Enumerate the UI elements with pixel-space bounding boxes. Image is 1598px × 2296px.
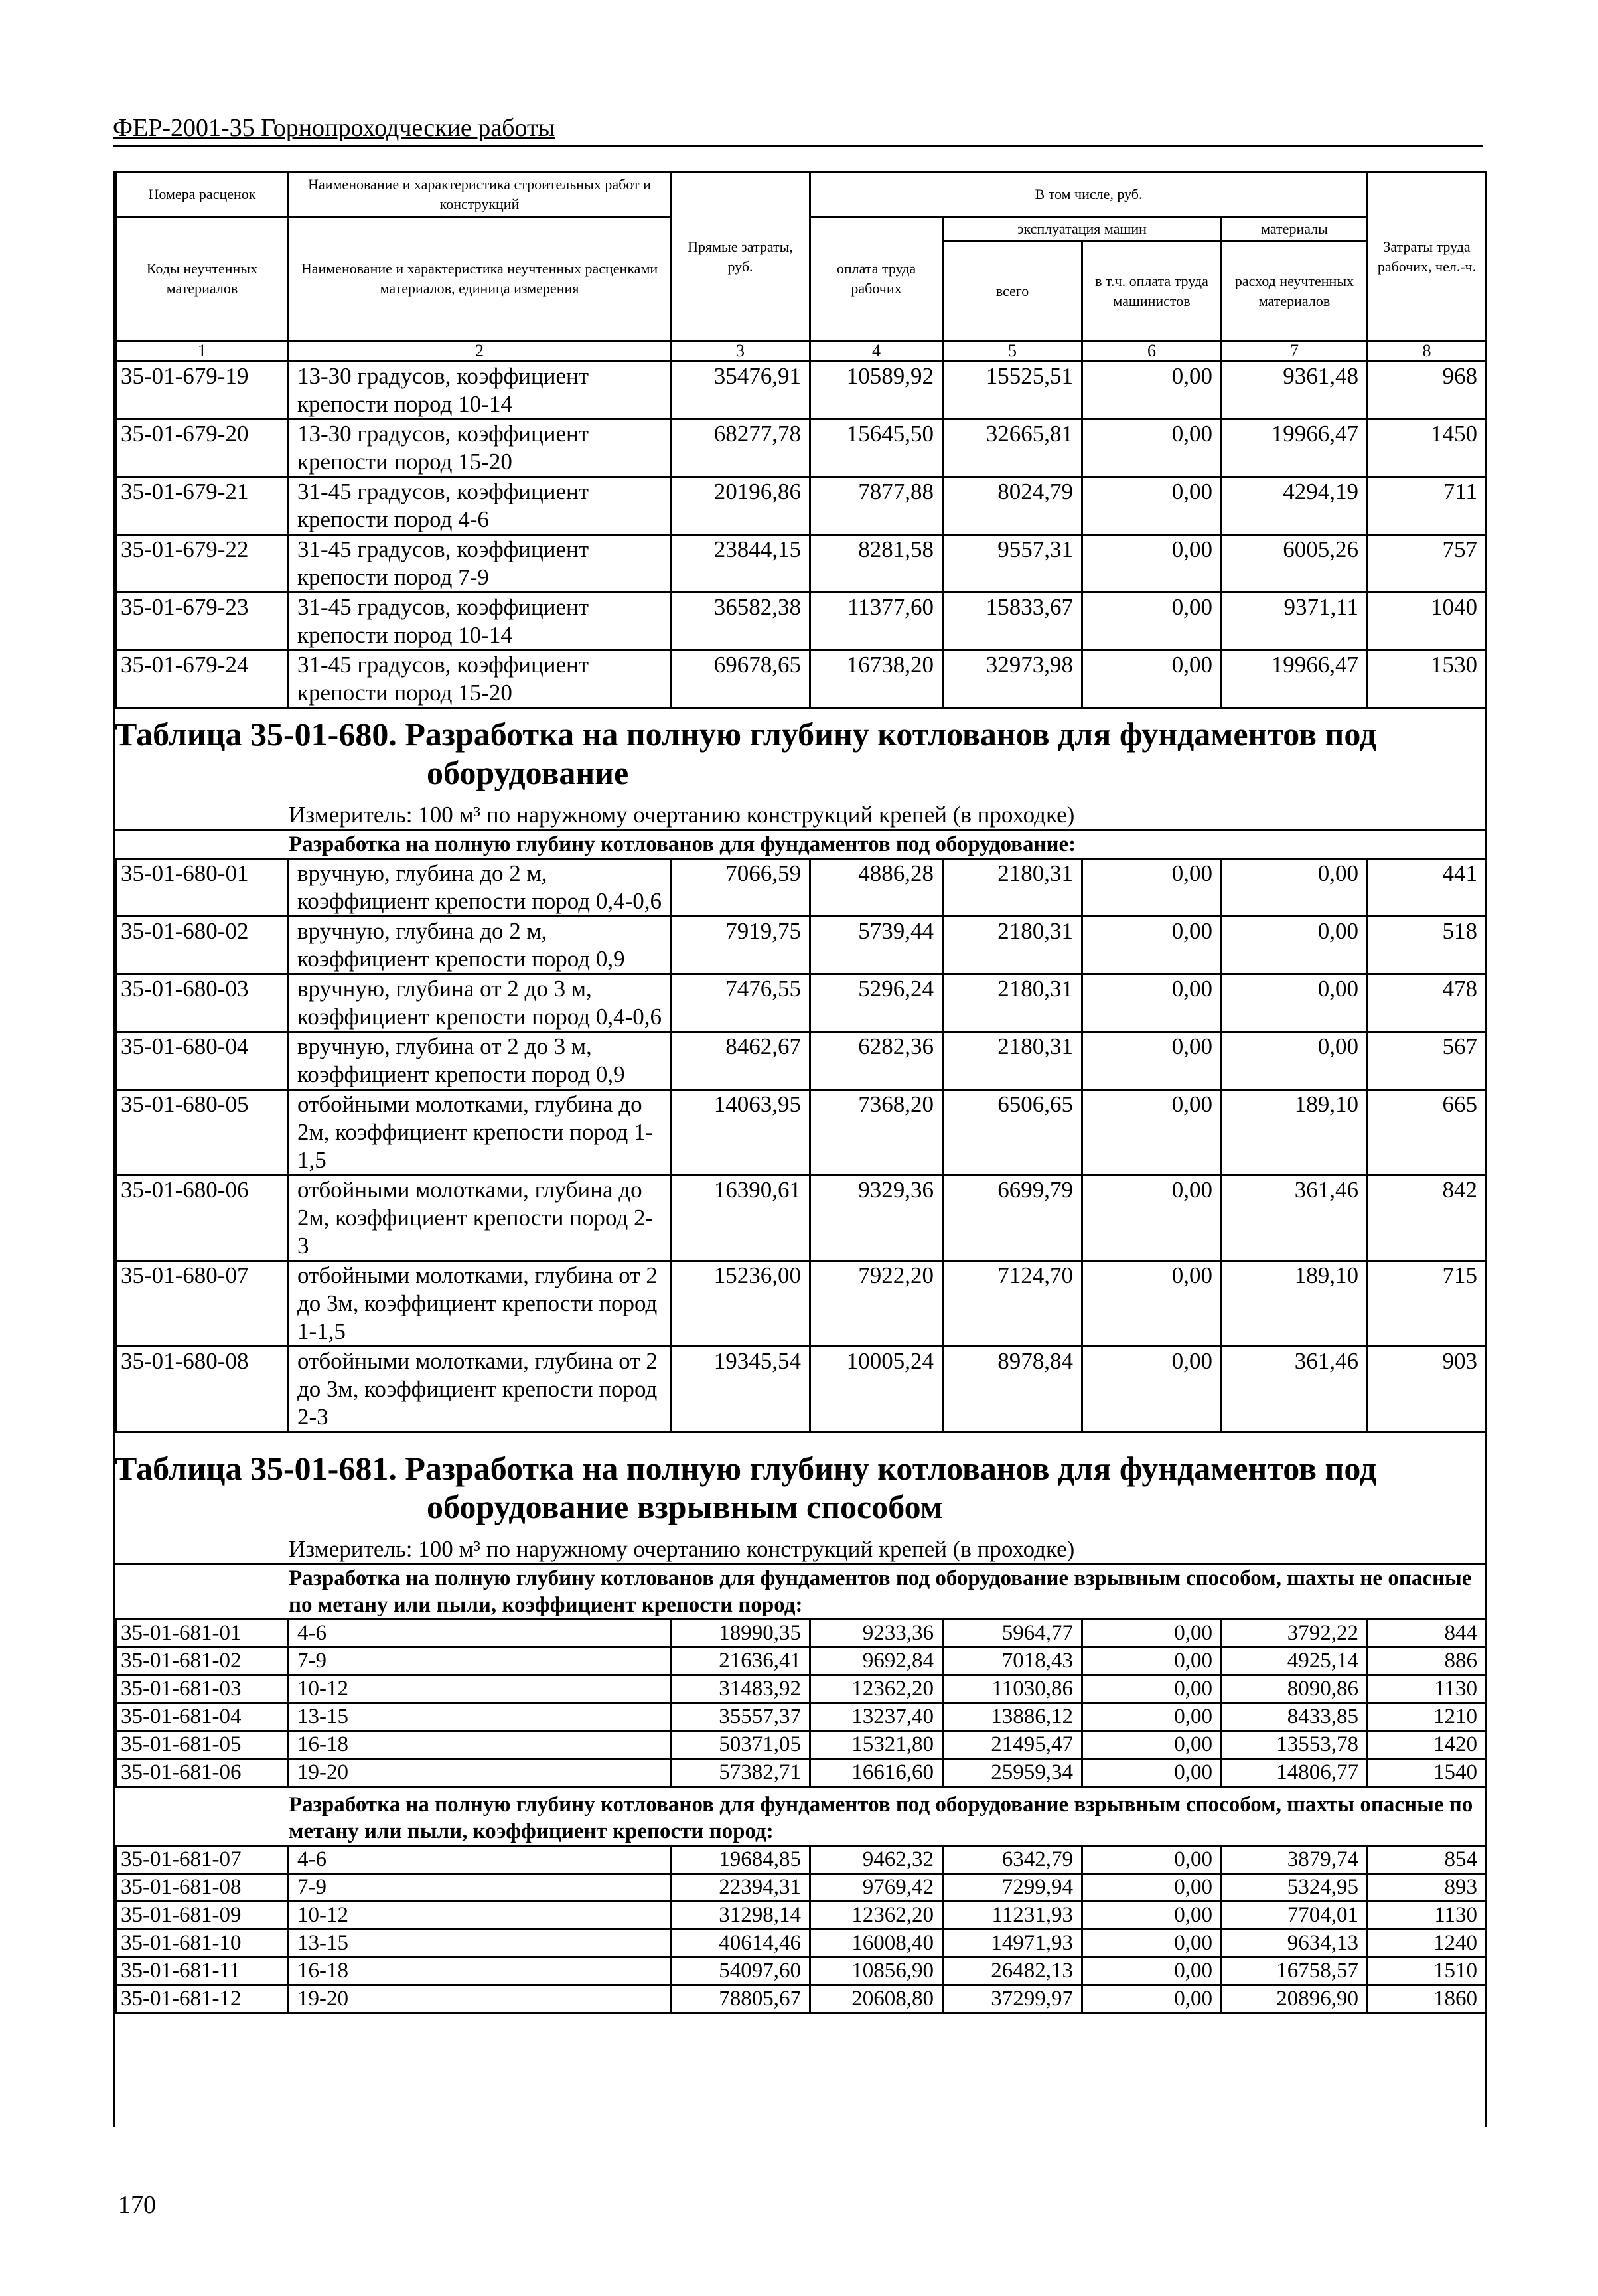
- direct-costs-cell: 54097,60: [671, 1957, 810, 1985]
- direct-costs-cell: 35476,91: [671, 362, 810, 420]
- rate-code: 35-01-681-03: [116, 1675, 289, 1703]
- worker-wages-cell: 8281,58: [810, 535, 943, 593]
- materials-cost-cell: 9634,13: [1222, 1930, 1368, 1957]
- direct-costs-cell: 31298,14: [671, 1902, 810, 1930]
- col-codes-header: Номера расценок: [116, 173, 289, 217]
- table-681-title: Таблица 35-01-681. Разработка на полную глубину котлованов для фундаментов под оборудование взрывным способом: [115, 1450, 1377, 1525]
- worker-wages-cell: 12362,20: [810, 1675, 943, 1703]
- machines-total-cell: 11231,93: [943, 1902, 1082, 1930]
- table-row: [116, 1675, 1487, 1703]
- work-description: 13-30 градусов, коэффициент крепости пород 15-20: [289, 420, 671, 477]
- rate-code: 35-01-680-07: [116, 1261, 289, 1347]
- worker-wages-cell: 10005,24: [810, 1347, 943, 1432]
- labor-hours-cell: 757: [1368, 535, 1487, 593]
- machines-total-cell: 13886,12: [943, 1703, 1082, 1731]
- direct-costs-cell: 7919,75: [671, 917, 810, 974]
- work-description: вручную, глубина до 2 м, коэффициент крепости пород 0,4-0,6: [289, 859, 671, 917]
- table-row: [116, 1032, 1487, 1090]
- operator-wages-cell: 0,00: [1082, 1261, 1222, 1347]
- machines-total-cell: 21495,47: [943, 1731, 1082, 1759]
- operator-wages-cell: 0,00: [1082, 1347, 1222, 1432]
- direct-costs-cell: 57382,71: [671, 1759, 810, 1787]
- worker-wages-cell: 4886,28: [810, 859, 943, 917]
- rate-code: 35-01-679-19: [116, 362, 289, 420]
- labor-hours-cell: 903: [1368, 1347, 1487, 1432]
- rate-code: 35-01-680-02: [116, 917, 289, 974]
- operator-wages-cell: 0,00: [1082, 1731, 1222, 1759]
- direct-costs-cell: 19684,85: [671, 1846, 810, 1874]
- col-number: 4: [810, 341, 943, 362]
- table-row: [116, 477, 1487, 535]
- direct-costs-cell: 18990,35: [671, 1620, 810, 1647]
- table-681-subheading-1: Разработка на полную глубину котлованов для фундаментов под оборудование взрывным способом, шахты не опасные по метану или пыли, коэффициент крепости пород:: [115, 1563, 1485, 1620]
- work-description: 19-20: [289, 1759, 671, 1787]
- worker-wages-cell: 16738,20: [810, 651, 943, 708]
- labor-hours-cell: 518: [1368, 917, 1487, 974]
- labor-hours-cell: 441: [1368, 859, 1487, 917]
- table-row: [116, 1703, 1487, 1731]
- direct-costs-cell: 31483,92: [671, 1675, 810, 1703]
- machines-total-cell: 11030,86: [943, 1675, 1082, 1703]
- col-number: 7: [1222, 341, 1368, 362]
- machines-total-cell: 8024,79: [943, 477, 1082, 535]
- direct-costs-cell: 14063,95: [671, 1090, 810, 1176]
- operator-wages-cell: 0,00: [1082, 1647, 1222, 1675]
- machines-total-cell: 26482,13: [943, 1957, 1082, 1985]
- labor-hours-cell: 1130: [1368, 1902, 1487, 1930]
- worker-wages-cell: 15645,50: [810, 420, 943, 477]
- rate-code: 35-01-681-10: [116, 1930, 289, 1957]
- worker-wages-cell: 20608,80: [810, 1985, 943, 2013]
- worker-wages-cell: 7877,88: [810, 477, 943, 535]
- table-row: [116, 1957, 1487, 1985]
- table-681-subheading-2: Разработка на полную глубину котлованов для фундаментов под оборудование взрывным способом, шахты опасные по метану или пыли, коэффициент крепости пород:: [115, 1788, 1485, 1847]
- operator-wages-cell: 0,00: [1082, 1759, 1222, 1787]
- worker-wages-cell: 7368,20: [810, 1090, 943, 1176]
- rate-code: 35-01-680-05: [116, 1090, 289, 1176]
- table-680-heading: [115, 707, 1485, 831]
- table-row: [116, 1176, 1487, 1261]
- column-header-table: [115, 171, 1487, 362]
- labor-hours-cell: 1210: [1368, 1703, 1487, 1731]
- rate-code: 35-01-679-21: [116, 477, 289, 535]
- col-unaccounted-materials-header: расход неучтенных материалов: [1222, 242, 1368, 341]
- machines-total-cell: 7018,43: [943, 1647, 1082, 1675]
- work-description: отбойными молотками, глубина от 2 до 3м, коэффициент крепости пород 2-3: [289, 1347, 671, 1432]
- operator-wages-cell: 0,00: [1082, 1675, 1222, 1703]
- worker-wages-cell: 5739,44: [810, 917, 943, 974]
- table-row: [116, 1985, 1487, 2013]
- machines-total-cell: 25959,34: [943, 1759, 1082, 1787]
- table-681-heading: [115, 1433, 1485, 1563]
- table-681-body-2: [115, 1845, 1487, 2014]
- rate-code: 35-01-681-07: [116, 1846, 289, 1874]
- worker-wages-cell: 15321,80: [810, 1731, 943, 1759]
- direct-costs-cell: 16390,61: [671, 1176, 810, 1261]
- labor-hours-cell: 478: [1368, 974, 1487, 1032]
- col-number: 5: [943, 341, 1082, 362]
- work-description: 31-45 градусов, коэффициент крепости пород 4-6: [289, 477, 671, 535]
- direct-costs-cell: 40614,46: [671, 1930, 810, 1957]
- materials-cost-cell: 8090,86: [1222, 1675, 1368, 1703]
- operator-wages-cell: 0,00: [1082, 1874, 1222, 1902]
- machines-total-cell: 15833,67: [943, 593, 1082, 651]
- machines-total-cell: 37299,97: [943, 1985, 1082, 2013]
- rate-code: 35-01-681-05: [116, 1731, 289, 1759]
- operator-wages-cell: 0,00: [1082, 477, 1222, 535]
- rate-code: 35-01-681-01: [116, 1620, 289, 1647]
- direct-costs-cell: 50371,05: [671, 1731, 810, 1759]
- materials-cost-cell: 361,46: [1222, 1176, 1368, 1261]
- labor-hours-cell: 1540: [1368, 1759, 1487, 1787]
- table-679-body: [115, 360, 1487, 709]
- table-680-subheading: Разработка на полную глубину котлованов для фундаментов под оборудование:: [115, 831, 1485, 860]
- col-labor-hours-header: Затраты труда рабочих, чел.-ч.: [1368, 173, 1487, 341]
- work-description: 16-18: [289, 1731, 671, 1759]
- table-row: [116, 1846, 1487, 1874]
- materials-cost-cell: 3792,22: [1222, 1620, 1368, 1647]
- table-row: [116, 535, 1487, 593]
- work-description: вручную, глубина от 2 до 3 м, коэффициент крепости пород 0,4-0,6: [289, 974, 671, 1032]
- operator-wages-cell: 0,00: [1082, 651, 1222, 708]
- work-description: вручную, глубина от 2 до 3 м, коэффициент крепости пород 0,9: [289, 1032, 671, 1090]
- work-description: отбойными молотками, глубина до 2м, коэффициент крепости пород 2-3: [289, 1176, 671, 1261]
- materials-cost-cell: 4925,14: [1222, 1647, 1368, 1675]
- operator-wages-cell: 0,00: [1082, 917, 1222, 974]
- direct-costs-cell: 21636,41: [671, 1647, 810, 1675]
- work-description: 13-30 градусов, коэффициент крепости пород 10-14: [289, 362, 671, 420]
- labor-hours-cell: 711: [1368, 477, 1487, 535]
- labor-hours-cell: 1510: [1368, 1957, 1487, 1985]
- rate-code: 35-01-680-01: [116, 859, 289, 917]
- rate-code: 35-01-681-06: [116, 1759, 289, 1787]
- work-description: 10-12: [289, 1675, 671, 1703]
- table-row: [116, 420, 1487, 477]
- col-number: 3: [671, 341, 810, 362]
- worker-wages-cell: 16616,60: [810, 1759, 943, 1787]
- worker-wages-cell: 9769,42: [810, 1874, 943, 1902]
- page-number: 170: [118, 2191, 156, 2219]
- work-description: 13-15: [289, 1703, 671, 1731]
- machines-total-cell: 32973,98: [943, 651, 1082, 708]
- col-operator-wages-header: в т.ч. оплата труда машинистов: [1082, 242, 1222, 341]
- rate-code: 35-01-679-24: [116, 651, 289, 708]
- table-680-title: Таблица 35-01-680. Разработка на полную глубину котлованов для фундаментов под оборудование: [115, 716, 1377, 791]
- materials-cost-cell: 0,00: [1222, 1032, 1368, 1090]
- materials-cost-cell: 3879,74: [1222, 1846, 1368, 1874]
- work-description: отбойными молотками, глубина до 2м, коэффициент крепости пород 1-1,5: [289, 1090, 671, 1176]
- operator-wages-cell: 0,00: [1082, 535, 1222, 593]
- materials-cost-cell: 4294,19: [1222, 477, 1368, 535]
- labor-hours-cell: 665: [1368, 1090, 1487, 1176]
- operator-wages-cell: 0,00: [1082, 1902, 1222, 1930]
- worker-wages-cell: 5296,24: [810, 974, 943, 1032]
- operator-wages-cell: 0,00: [1082, 1703, 1222, 1731]
- worker-wages-cell: 6282,36: [810, 1032, 943, 1090]
- operator-wages-cell: 0,00: [1082, 593, 1222, 651]
- machines-total-cell: 7124,70: [943, 1261, 1082, 1347]
- operator-wages-cell: 0,00: [1082, 859, 1222, 917]
- labor-hours-cell: 893: [1368, 1874, 1487, 1902]
- table-row: [116, 1620, 1487, 1647]
- col-number: 1: [116, 341, 289, 362]
- operator-wages-cell: 0,00: [1082, 420, 1222, 477]
- rate-code: 35-01-680-06: [116, 1176, 289, 1261]
- operator-wages-cell: 0,00: [1082, 362, 1222, 420]
- operator-wages-cell: 0,00: [1082, 1985, 1222, 2013]
- table-row: [116, 1090, 1487, 1176]
- direct-costs-cell: 36582,38: [671, 593, 810, 651]
- machines-total-cell: 2180,31: [943, 1032, 1082, 1090]
- col-number: 8: [1368, 341, 1487, 362]
- worker-wages-cell: 9462,32: [810, 1846, 943, 1874]
- direct-costs-cell: 7066,59: [671, 859, 810, 917]
- col-direct-costs-header: Прямые затраты, руб.: [671, 173, 810, 341]
- machines-total-cell: 2180,31: [943, 859, 1082, 917]
- work-description: 31-45 градусов, коэффициент крепости пород 7-9: [289, 535, 671, 593]
- work-description: 13-15: [289, 1930, 671, 1957]
- labor-hours-cell: 1860: [1368, 1985, 1487, 2013]
- direct-costs-cell: 20196,86: [671, 477, 810, 535]
- table-row: [116, 1930, 1487, 1957]
- running-header-text: ФЕР-2001-35 Горнопроходческие работы: [113, 114, 555, 142]
- materials-cost-cell: 16758,57: [1222, 1957, 1368, 1985]
- materials-cost-cell: 14806,77: [1222, 1759, 1368, 1787]
- col-materials-header: материалы: [1222, 217, 1368, 242]
- labor-hours-cell: 1240: [1368, 1930, 1487, 1957]
- machines-total-cell: 2180,31: [943, 917, 1082, 974]
- work-description: 4-6: [289, 1846, 671, 1874]
- column-numbers-row: [116, 341, 1487, 362]
- machines-total-cell: 6506,65: [943, 1090, 1082, 1176]
- machines-total-cell: 6699,79: [943, 1176, 1082, 1261]
- labor-hours-cell: 1530: [1368, 651, 1487, 708]
- col-number: 2: [289, 341, 671, 362]
- work-description: 7-9: [289, 1647, 671, 1675]
- table-row: [116, 917, 1487, 974]
- materials-cost-cell: 13553,78: [1222, 1731, 1368, 1759]
- materials-cost-cell: 9371,11: [1222, 593, 1368, 651]
- rate-code: 35-01-679-22: [116, 535, 289, 593]
- col-machines-header: эксплуатация машин: [943, 217, 1222, 242]
- labor-hours-cell: 567: [1368, 1032, 1487, 1090]
- direct-costs-cell: 15236,00: [671, 1261, 810, 1347]
- direct-costs-cell: 22394,31: [671, 1874, 810, 1902]
- page-frame: [113, 171, 1487, 2127]
- work-description: 10-12: [289, 1902, 671, 1930]
- table-row: [116, 1902, 1487, 1930]
- work-description: 7-9: [289, 1874, 671, 1902]
- operator-wages-cell: 0,00: [1082, 1176, 1222, 1261]
- col-material-codes-header: Коды неучтенных материалов: [116, 217, 289, 341]
- rate-code: 35-01-680-08: [116, 1347, 289, 1432]
- operator-wages-cell: 0,00: [1082, 1090, 1222, 1176]
- direct-costs-cell: 7476,55: [671, 974, 810, 1032]
- machines-total-cell: 2180,31: [943, 974, 1082, 1032]
- materials-cost-cell: 8433,85: [1222, 1703, 1368, 1731]
- col-material-name-header: Наименование и характеристика неучтенных расценками материалов, единица измерения: [289, 217, 671, 341]
- work-description: 4-6: [289, 1620, 671, 1647]
- table-row: [116, 593, 1487, 651]
- materials-cost-cell: 7704,01: [1222, 1902, 1368, 1930]
- rate-code: 35-01-681-08: [116, 1874, 289, 1902]
- materials-cost-cell: 0,00: [1222, 917, 1368, 974]
- rate-code: 35-01-681-11: [116, 1957, 289, 1985]
- worker-wages-cell: 10589,92: [810, 362, 943, 420]
- operator-wages-cell: 0,00: [1082, 1957, 1222, 1985]
- materials-cost-cell: 6005,26: [1222, 535, 1368, 593]
- direct-costs-cell: 78805,67: [671, 1985, 810, 2013]
- machines-total-cell: 7299,94: [943, 1874, 1082, 1902]
- worker-wages-cell: 12362,20: [810, 1902, 943, 1930]
- direct-costs-cell: 23844,15: [671, 535, 810, 593]
- materials-cost-cell: 5324,95: [1222, 1874, 1368, 1902]
- machines-total-cell: 9557,31: [943, 535, 1082, 593]
- materials-cost-cell: 0,00: [1222, 974, 1368, 1032]
- operator-wages-cell: 0,00: [1082, 1620, 1222, 1647]
- machines-total-cell: 6342,79: [943, 1846, 1082, 1874]
- materials-cost-cell: 20896,90: [1222, 1985, 1368, 2013]
- table-row: [116, 1874, 1487, 1902]
- worker-wages-cell: 13237,40: [810, 1703, 943, 1731]
- rate-code: 35-01-680-03: [116, 974, 289, 1032]
- labor-hours-cell: 854: [1368, 1846, 1487, 1874]
- operator-wages-cell: 0,00: [1082, 1032, 1222, 1090]
- materials-cost-cell: 189,10: [1222, 1090, 1368, 1176]
- machines-total-cell: 32665,81: [943, 420, 1082, 477]
- direct-costs-cell: 68277,78: [671, 420, 810, 477]
- table-row: [116, 651, 1487, 708]
- labor-hours-cell: 1420: [1368, 1731, 1487, 1759]
- direct-costs-cell: 19345,54: [671, 1347, 810, 1432]
- worker-wages-cell: 16008,40: [810, 1930, 943, 1957]
- rate-code: 35-01-681-04: [116, 1703, 289, 1731]
- direct-costs-cell: 35557,37: [671, 1703, 810, 1731]
- labor-hours-cell: 968: [1368, 362, 1487, 420]
- machines-total-cell: 15525,51: [943, 362, 1082, 420]
- labor-hours-cell: 1040: [1368, 593, 1487, 651]
- materials-cost-cell: 9361,48: [1222, 362, 1368, 420]
- rate-code: 35-01-681-09: [116, 1902, 289, 1930]
- col-wages-header: оплата труда рабочих: [810, 217, 943, 341]
- worker-wages-cell: 11377,60: [810, 593, 943, 651]
- rate-code: 35-01-679-23: [116, 593, 289, 651]
- table-row: [116, 1647, 1487, 1675]
- materials-cost-cell: 189,10: [1222, 1261, 1368, 1347]
- worker-wages-cell: 9233,36: [810, 1620, 943, 1647]
- col-name-header: Наименование и характеристика строительных работ и конструкций: [289, 173, 671, 217]
- rate-code: 35-01-679-20: [116, 420, 289, 477]
- table-row: [116, 1731, 1487, 1759]
- operator-wages-cell: 0,00: [1082, 974, 1222, 1032]
- materials-cost-cell: 361,46: [1222, 1347, 1368, 1432]
- work-description: 16-18: [289, 1957, 671, 1985]
- machines-total-cell: 14971,93: [943, 1930, 1082, 1957]
- table-row: [116, 1759, 1487, 1787]
- table-680-measure: Измеритель: 100 м³ по наружному очертанию конструкций крепей (в проходке): [289, 802, 1075, 828]
- rate-code: 35-01-680-04: [116, 1032, 289, 1090]
- table-681-body-1: [115, 1618, 1487, 1788]
- materials-cost-cell: 19966,47: [1222, 420, 1368, 477]
- table-row: [116, 1347, 1487, 1432]
- col-machines-total-header: всего: [943, 242, 1082, 341]
- labor-hours-cell: 715: [1368, 1261, 1487, 1347]
- direct-costs-cell: 69678,65: [671, 651, 810, 708]
- table-681-measure: Измеритель: 100 м³ по наружному очертанию конструкций крепей (в проходке): [289, 1536, 1075, 1562]
- work-description: 31-45 градусов, коэффициент крепости пород 10-14: [289, 593, 671, 651]
- worker-wages-cell: 10856,90: [810, 1957, 943, 1985]
- table-row: [116, 974, 1487, 1032]
- work-description: 19-20: [289, 1985, 671, 2013]
- machines-total-cell: 8978,84: [943, 1347, 1082, 1432]
- work-description: отбойными молотками, глубина от 2 до 3м, коэффициент крепости пород 1-1,5: [289, 1261, 671, 1347]
- labor-hours-cell: 842: [1368, 1176, 1487, 1261]
- work-description: вручную, глубина до 2 м, коэффициент крепости пород 0,9: [289, 917, 671, 974]
- col-including-header: В том числе, руб.: [810, 173, 1368, 217]
- labor-hours-cell: 1130: [1368, 1675, 1487, 1703]
- table-row: [116, 362, 1487, 420]
- col-number: 6: [1082, 341, 1222, 362]
- worker-wages-cell: 9329,36: [810, 1176, 943, 1261]
- table-row: [116, 1261, 1487, 1347]
- worker-wages-cell: 7922,20: [810, 1261, 943, 1347]
- materials-cost-cell: 0,00: [1222, 859, 1368, 917]
- machines-total-cell: 5964,77: [943, 1620, 1082, 1647]
- work-description: 31-45 градусов, коэффициент крепости пород 15-20: [289, 651, 671, 708]
- operator-wages-cell: 0,00: [1082, 1930, 1222, 1957]
- materials-cost-cell: 19966,47: [1222, 651, 1368, 708]
- direct-costs-cell: 8462,67: [671, 1032, 810, 1090]
- rate-code: 35-01-681-12: [116, 1985, 289, 2013]
- rate-code: 35-01-681-02: [116, 1647, 289, 1675]
- labor-hours-cell: 886: [1368, 1647, 1487, 1675]
- table-680-body: [115, 858, 1487, 1433]
- worker-wages-cell: 9692,84: [810, 1647, 943, 1675]
- labor-hours-cell: 1450: [1368, 420, 1487, 477]
- running-header: [113, 112, 1483, 147]
- table-row: [116, 859, 1487, 917]
- labor-hours-cell: 844: [1368, 1620, 1487, 1647]
- operator-wages-cell: 0,00: [1082, 1846, 1222, 1874]
